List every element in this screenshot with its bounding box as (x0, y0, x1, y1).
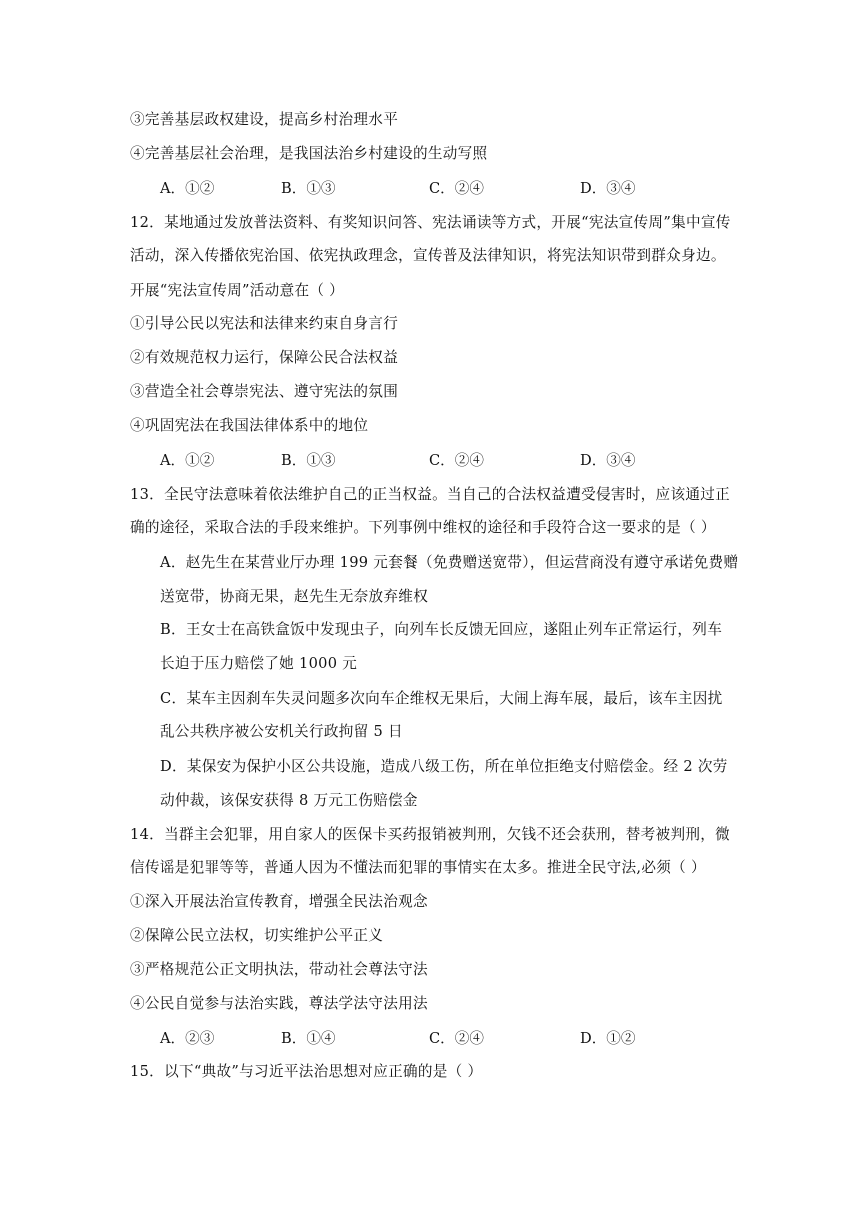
option-a: A．①② (160, 452, 215, 469)
option-b-cont: 长迫于压力赔偿了她 1000 元 (160, 655, 358, 672)
option-c: C．②④ (429, 452, 484, 469)
option-a: A．②③ (160, 1030, 215, 1047)
question-stem-line: 活动，深入传播依宪治国、依宪执政理念，宣传普及法律知识，将宪法知识带到群众身边。 (130, 247, 726, 264)
option-b: B．王女士在高铁盒饭中发现虫子，向列车长反馈无回应，遂阻止列车正常运行，列车 (160, 621, 723, 638)
question-stem-line: 13．全民守法意味着依法维护自己的正当权益。当自己的合法权益遭受侵害时，应该通过正 (130, 486, 731, 503)
option-d: D．③④ (580, 180, 636, 197)
option-a: A．赵先生在某营业厅办理 199 元套餐（免费赠送宽带），但运营商没有遵守承诺免费赠 (160, 554, 739, 571)
statement-1: ①引导公民以宪法和法律来约束自身言行 (130, 315, 399, 332)
question-stem-line: 确的途径，采取合法的手段来维护。下列事例中维权的途径和手段符合这一要求的是（ ） (130, 519, 716, 536)
option-b: B．①③ (281, 452, 336, 469)
option-c-cont: 乱公共秩序被公安机关行政拘留 5 日 (160, 723, 403, 740)
question-15-stem: 15．以下“典故”与习近平法治思想对应正确的是（ ） (130, 1063, 483, 1080)
option-d: D．③④ (580, 452, 636, 469)
question-stem-line: 信传谣是犯罪等等，普通人因为不懂法而犯罪的事情实在太多。推进全民守法,必须（ ） (130, 859, 706, 876)
option-b: B．①③ (281, 180, 336, 197)
statement-4: ④完善基层社会治理，是我国法治乡村建设的生动写照 (130, 145, 488, 162)
option-b: B．①④ (281, 1030, 336, 1047)
statement-4: ④公民自觉参与法治实践，尊法学法守法用法 (130, 995, 428, 1012)
option-d: D．某保安为保护小区公共设施，造成八级工伤，所在单位拒绝支付赔偿金。经 2 次劳 (160, 758, 728, 775)
option-c: C．某车主因刹车失灵问题多次向车企维权无果后，大闹上海车展，最后，该车主因扰 (160, 690, 723, 707)
question-stem-line: 12．某地通过发放普法资料、有奖知识问答、宪法诵读等方式，开展“宪法宣传周”集中宣传 (130, 214, 731, 231)
option-a-cont: 送宽带，协商无果，赵先生无奈放弃维权 (160, 588, 429, 605)
option-a: A．①② (160, 180, 215, 197)
statement-3: ③严格规范公正文明执法，带动社会尊法守法 (130, 961, 428, 978)
option-c: C．②④ (429, 1030, 484, 1047)
question-stem-line: 开展“宪法宣传周”活动意在（ ） (130, 282, 345, 299)
option-d: D．①② (580, 1030, 636, 1047)
statement-2: ②有效规范权力运行，保障公民合法权益 (130, 349, 399, 366)
statement-4: ④巩固宪法在我国法律体系中的地位 (130, 417, 369, 434)
option-c: C．②④ (429, 180, 484, 197)
question-stem-line: 14．当群主会犯罪，用自家人的医保卡买药报销被判刑，欠钱不还会获刑，替考被判刑，微 (130, 826, 731, 843)
option-d-cont: 动仲裁，该保安获得 8 万元工伤赔偿金 (160, 792, 418, 809)
statement-3: ③完善基层政权建设，提高乡村治理水平 (130, 111, 399, 128)
statement-3: ③营造全社会尊崇宪法、遵守宪法的氛围 (130, 383, 399, 400)
statement-2: ②保障公民立法权，切实维护公平正义 (130, 927, 384, 944)
statement-1: ①深入开展法治宣传教育，增强全民法治观念 (130, 893, 428, 910)
